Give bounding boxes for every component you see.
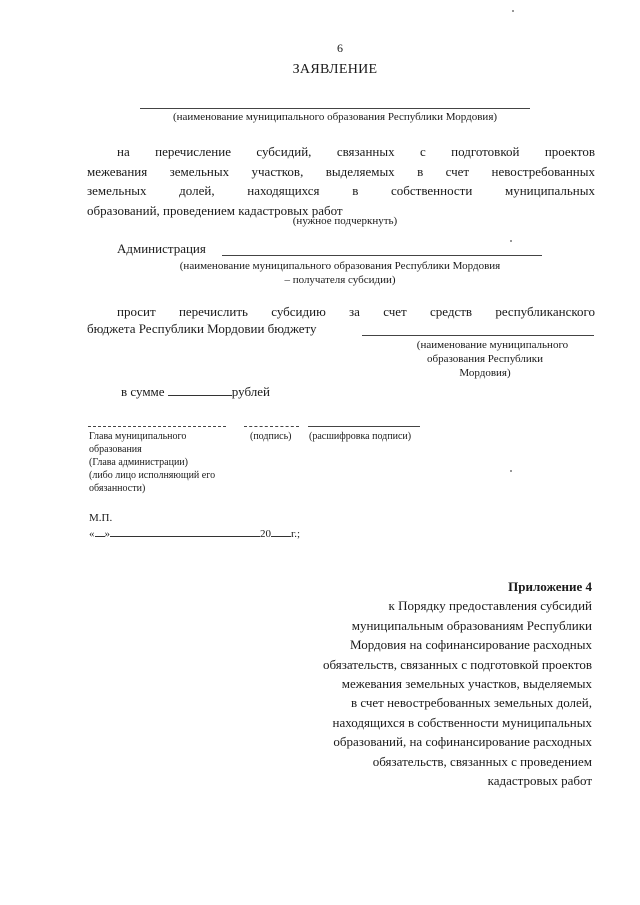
signer-line: (либо лицо исполняющий его [89,470,216,481]
intro-line: межевания земельных участков, выделяемых в счет невостребованных [87,163,595,179]
intro-line: образований, проведением кадастровых работ [87,202,343,218]
intro-paragraph [87,142,595,220]
budget-caption-line2: образования Республики [427,353,543,365]
administration-label: Администрация [117,241,206,256]
signer-blank-line [88,426,226,427]
budget-blank-line [362,335,594,336]
date-month-blank [110,527,260,537]
request-line: просит перечислить субсидию за счет средств республиканского [117,304,595,319]
date-day-blank [95,527,105,537]
appendix-line: муниципальным образованиям Республики [351,617,592,633]
municipality-blank-line [140,108,530,109]
transcript-blank-line [308,426,420,427]
signer-line: Глава муниципального [89,431,187,442]
appendix-block [252,577,592,790]
recipient-caption-line1: (наименование муниципального образования Республики Мордовия [179,260,501,272]
document-title: ЗАЯВЛЕНИЕ [292,62,378,77]
signer-line: обязанности) [89,483,146,494]
request-line: бюджета Республики Мордовии бюджету [87,321,317,336]
transcript-caption: (расшифровка подписи) [309,431,412,442]
intro-line: земельных долей, находящихся в собственности муниципальных [87,183,595,198]
sum-suffix: рублей [231,384,270,399]
appendix-heading: Приложение 4 [508,579,592,594]
appendix-line: находящихся в собственности муниципальных [332,714,592,730]
date-quote-close: » [104,528,110,540]
sum-prefix: в сумме [121,384,165,399]
page-number: 6 [337,41,343,55]
date-line [89,527,300,541]
date-year-blank [271,527,291,537]
appendix-line: в счет невостребованных земельных долей, [350,695,592,711]
signer-line: (Глава администрации) [89,457,188,468]
appendix-line: Мордовия на софинансирование расходных [349,637,592,653]
budget-caption-line1: (наименование муниципального [416,339,569,351]
date-quote-open: « [89,528,95,540]
appendix-line: кадастровых работ [487,773,592,789]
signer-block [89,430,215,495]
sum-blank [168,383,232,396]
scan-speck [512,10,514,12]
underline-note: (нужное подчеркнуть) [292,215,398,227]
date-year-prefix: 20 [260,528,271,540]
signer-line: образования [89,444,142,455]
signature-caption: (подпись) [250,431,292,442]
scan-speck [510,470,512,472]
intro-line: на перечисление субсидий, связанных с подготовкой проектов [117,144,595,159]
appendix-line: обязательств, связанных с подготовкой проектов [322,656,592,672]
date-year-suffix: г.; [291,528,301,540]
signature-blank-line [244,426,299,427]
administration-blank-line [222,255,542,256]
request-paragraph [87,302,595,322]
appendix-line: к Порядку предоставления субсидий [388,598,592,614]
scan-speck [510,240,512,242]
seal-label: М.П. [89,512,113,524]
appendix-line: образований, на софинансирование расходных [333,734,592,750]
appendix-line: обязательств, связанных с проведением [372,753,592,769]
sum-line [121,383,270,400]
recipient-caption-line2: – получателя субсидии) [284,274,396,286]
budget-caption-line3: Мордовия) [459,367,511,379]
municipality-caption: (наименование муниципального образования Республики Мордовия) [172,111,498,123]
appendix-line: межевания земельных участков, выделяемых [341,676,592,692]
